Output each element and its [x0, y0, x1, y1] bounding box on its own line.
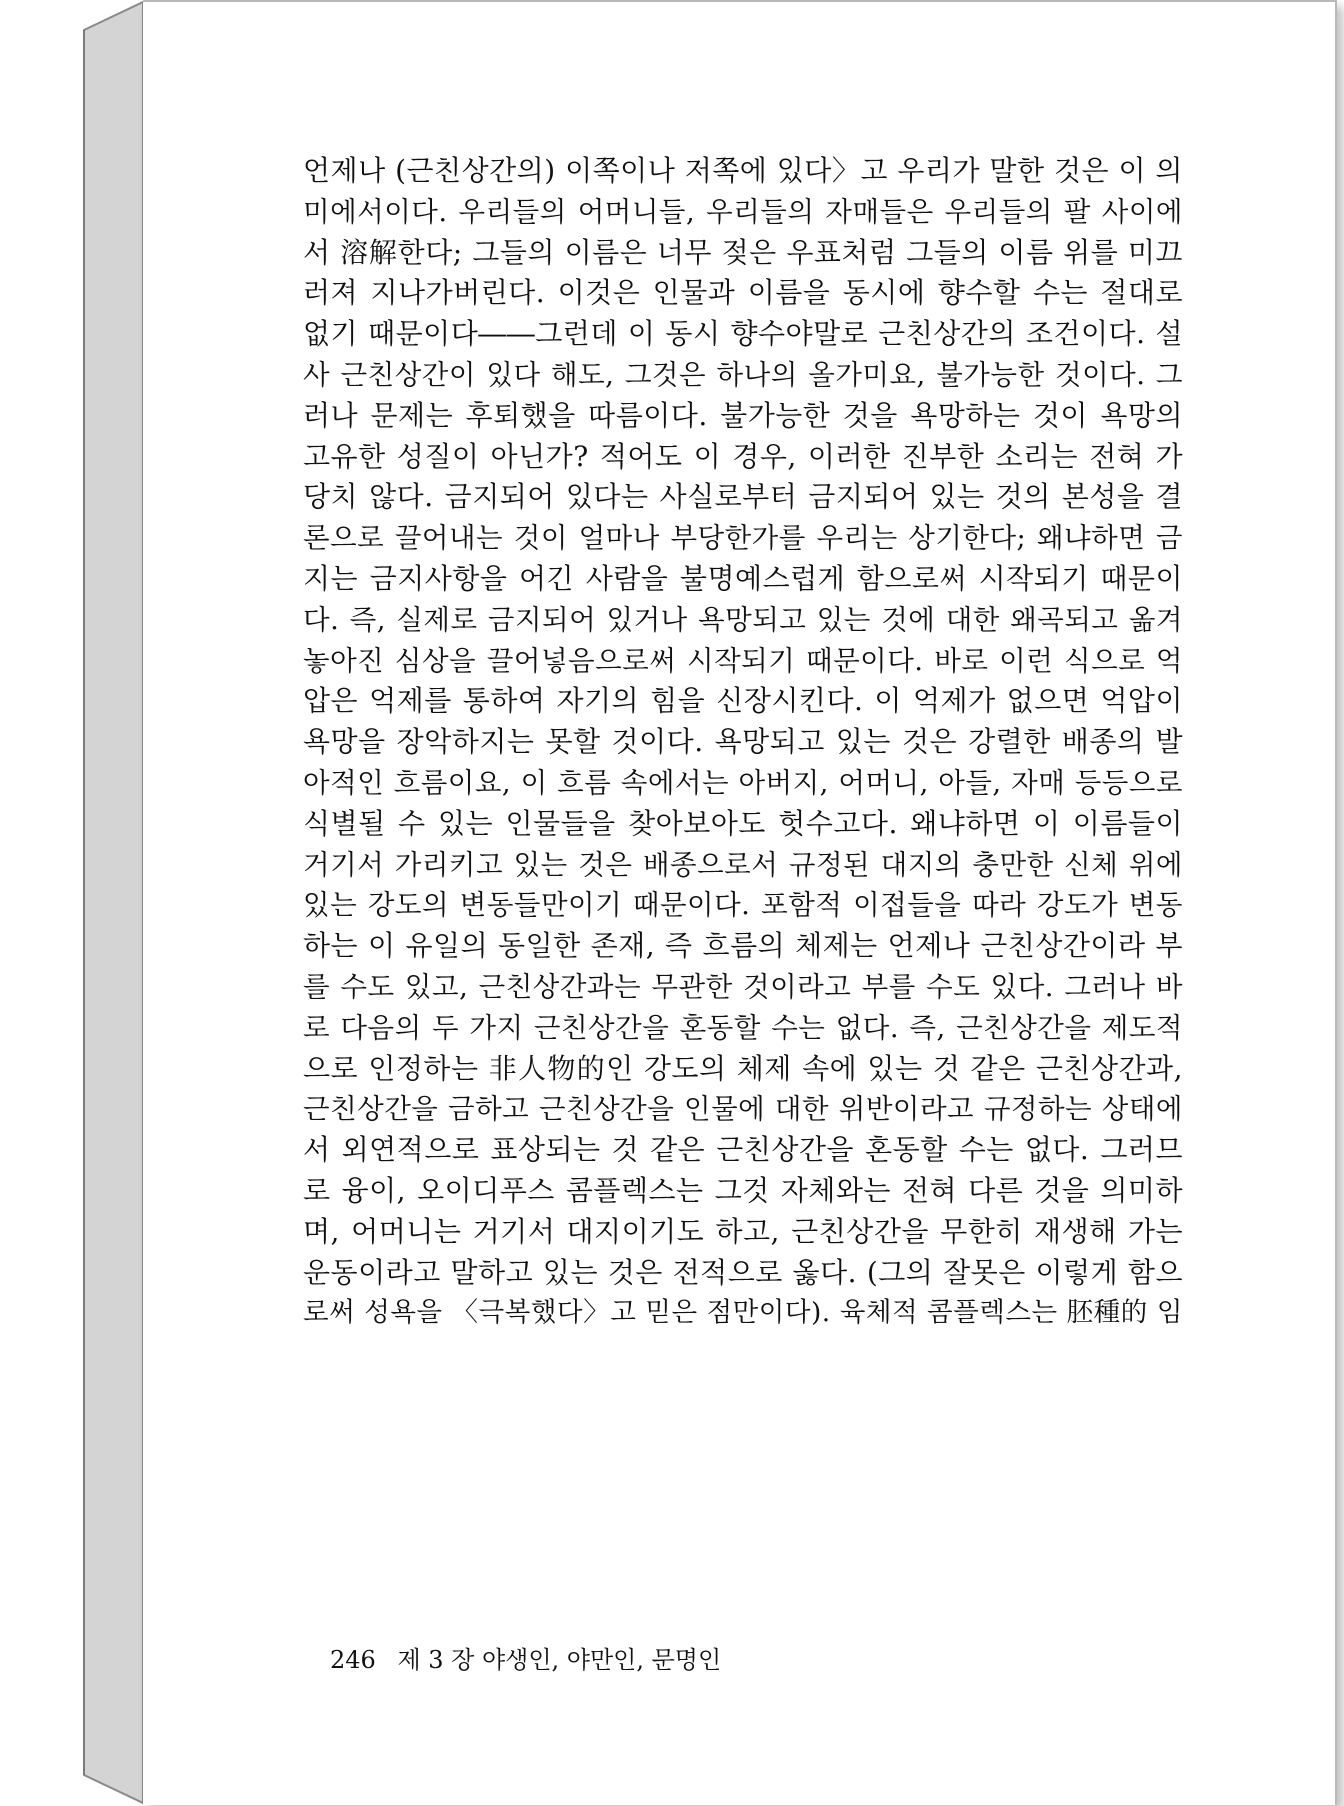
text-line: 거기서 가리키고 있는 것은 배종으로서 규정된 대지의 충만한 신체 위에: [303, 848, 1183, 881]
page-footer: [330, 1640, 721, 1675]
text-line: 있는 강도의 변동들만이기 때문이다. 포함적 이접들을 따라 강도가 변동: [303, 889, 1183, 922]
text-line: 고유한 성질이 아닌가? 적어도 이 경우, 이러한 진부한 소리는 전혀 가: [303, 439, 1183, 473]
text-line: 러져 지나가버린다. 이것은 인물과 이름을 동시에 향수할 수는 절대로: [303, 276, 1183, 310]
text-line: 미에서이다. 우리들의 어머니들, 우리들의 자매들은 우리들의 팔 사이에: [303, 195, 1183, 228]
text-line: 로 다음의 두 가지 근친상간을 혼동할 수는 없다. 즉, 근친상간을 제도적: [303, 1011, 1183, 1044]
text-line: 로써 성욕을 〈극복했다〉고 믿은 점만이다). 육체적 콤플렉스는 胚種的 임: [303, 1297, 1183, 1329]
text-line: 운동이라고 말하고 있는 것은 전적으로 옳다. (그의 잘못은 이렇게 함으: [303, 1255, 1183, 1289]
text-line: 으로 인정하는 非人物的인 강도의 체제 속에 있는 것 같은 근친상간과,: [303, 1051, 1183, 1085]
text-line: 서 溶解한다; 그들의 이름은 너무 젖은 우표처럼 그들의 이름 위를 미끄: [303, 235, 1183, 269]
text-line: 를 수도 있고, 근친상간과는 무관한 것이라고 부를 수도 있다. 그러나 바: [303, 970, 1183, 1003]
text-line: 지는 금지사항을 어긴 사람을 불명예스럽게 함으로써 시작되기 때문이: [303, 561, 1183, 595]
page-number: 246: [330, 1646, 376, 1674]
text-line: 압은 억제를 통하여 자기의 힘을 신장시킨다. 이 억제가 없으면 억압이: [303, 684, 1183, 718]
text-line: 식별될 수 있는 인물들을 찾아보아도 헛수고다. 왜냐하면 이 이름들이: [303, 806, 1183, 840]
text-line: 며, 어머니는 거기서 대지이기도 하고, 근친상간을 무한히 재생해 가는: [303, 1214, 1183, 1248]
text-line: 러나 문제는 후퇴했을 따름이다. 불가능한 것을 욕망하는 것이 욕망의: [303, 398, 1183, 432]
text-line: 서 외연적으로 표상되는 것 같은 근친상간을 혼동할 수는 없다. 그러므: [303, 1133, 1183, 1167]
text-line: 하는 이 유일의 동일한 존재, 즉 흐름의 체제는 언제나 근친상간이라 부: [303, 929, 1183, 963]
text-line: 언제나 (근친상간의) 이쪽이나 저쪽에 있다〉고 우리가 말한 것은 이 의: [303, 154, 1183, 187]
text-line: 사 근친상간이 있다 해도, 그것은 하나의 올가미요, 불가능한 것이다. 그: [303, 358, 1183, 391]
text-line: 당치 않다. 금지되어 있다는 사실로부터 금지되어 있는 것의 본성을 결: [303, 480, 1183, 514]
text-line: 로 융이, 오이디푸스 콤플렉스는 그것 자체와는 전혀 다른 것을 의미하: [303, 1173, 1183, 1207]
text-line: 없기 때문이다――그런데 이 동시 향수야말로 근친상간의 조건이다. 설: [303, 317, 1183, 351]
text-line: 욕망을 장악하지는 못할 것이다. 욕망되고 있는 것은 강렬한 배종의 발: [303, 725, 1183, 759]
chapter-title: 제 3 장 야생인, 야만인, 문명인: [397, 1646, 722, 1674]
body-text: [303, 151, 1183, 1334]
text-line: 아적인 흐름이요, 이 흐름 속에서는 아버지, 어머니, 아들, 자매 등등으로: [303, 766, 1183, 799]
text-line: 근친상간을 금하고 근친상간을 인물에 대한 위반이라고 규정하는 상태에: [303, 1093, 1183, 1126]
text-line: 론으로 끌어내는 것이 얼마나 부당한가를 우리는 상기한다; 왜냐하면 금: [303, 522, 1183, 555]
text-line: 놓아진 심상을 끌어넣음으로써 시작되기 때문이다. 바로 이런 식으로 억: [303, 644, 1183, 677]
text-line: 다. 즉, 실제로 금지되어 있거나 욕망되고 있는 것에 대한 왜곡되고 옮겨: [303, 603, 1183, 636]
